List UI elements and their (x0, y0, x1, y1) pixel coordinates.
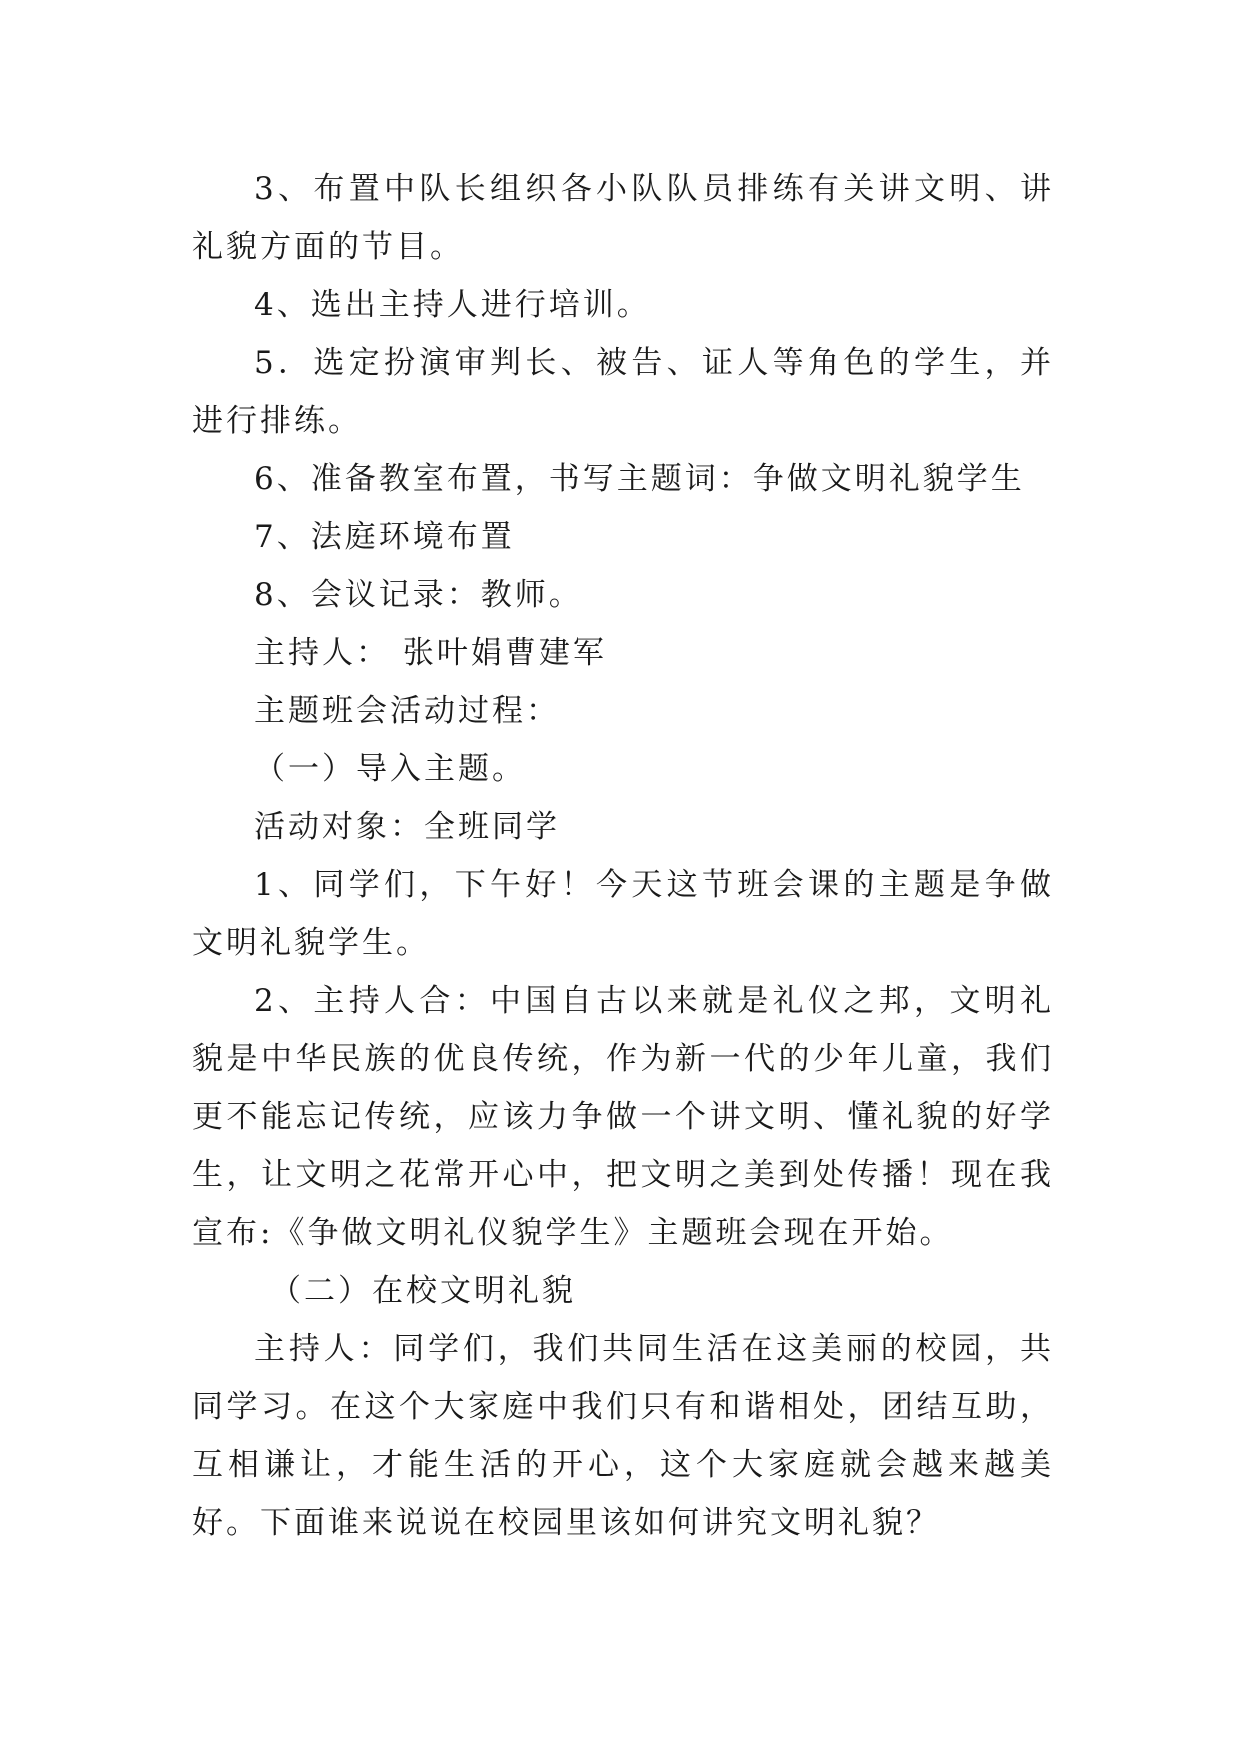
paragraph-campus: 主持人：同学们，我们共同生活在这美丽的校园，共同学习。在这个大家庭中我们只有和谐相处，团结互助，互相谦让，才能生活的开心，这个大家庭就会越来越美好。下面谁来说说在校园里该如何讲究文明礼貌？ (192, 1331, 1054, 1541)
paragraph-item-7: 7、法庭环境布置 (254, 519, 515, 555)
paragraph-item-4: 4、选出主持人进行培训。 (254, 287, 651, 323)
paragraph-item-6: 6、准备教室布置，书写主题词：争做文明礼貌学生 (254, 461, 1025, 497)
section-heading-2: （二）在校文明礼貌 (270, 1273, 576, 1309)
paragraph-item-8: 8、会议记录：教师。 (254, 577, 583, 613)
paragraph-item-5: 5．选定扮演审判长、被告、证人等角色的学生，并进行排练。 (192, 345, 1054, 439)
paragraph-greeting: 1、同学们，下午好！今天这节班会课的主题是争做文明礼貌学生。 (192, 867, 1054, 961)
paragraph-item-3: 3、布置中队长组织各小队队员排练有关讲文明、讲礼貌方面的节目。 (192, 171, 1054, 265)
paragraph-host-speech: 2、主持人合：中国自古以来就是礼仪之邦，文明礼貌是中华民族的优良传统，作为新一代的少年儿童，我们更不能忘记传统，应该力争做一个讲文明、懂礼貌的好学生，让文明之花常开心中，把文明之美到处传播！现在我宣布:《争做文明礼仪貌学生》主题班会现在开始。 (192, 983, 1054, 1251)
process-heading: 主题班会活动过程： (254, 693, 560, 729)
section-heading-1: （一）导入主题。 (254, 751, 526, 787)
document-body (192, 160, 1054, 1552)
host-line: 主持人： 张叶娟曹建军 (254, 635, 607, 671)
activity-target-line: 活动对象：全班同学 (254, 809, 560, 845)
